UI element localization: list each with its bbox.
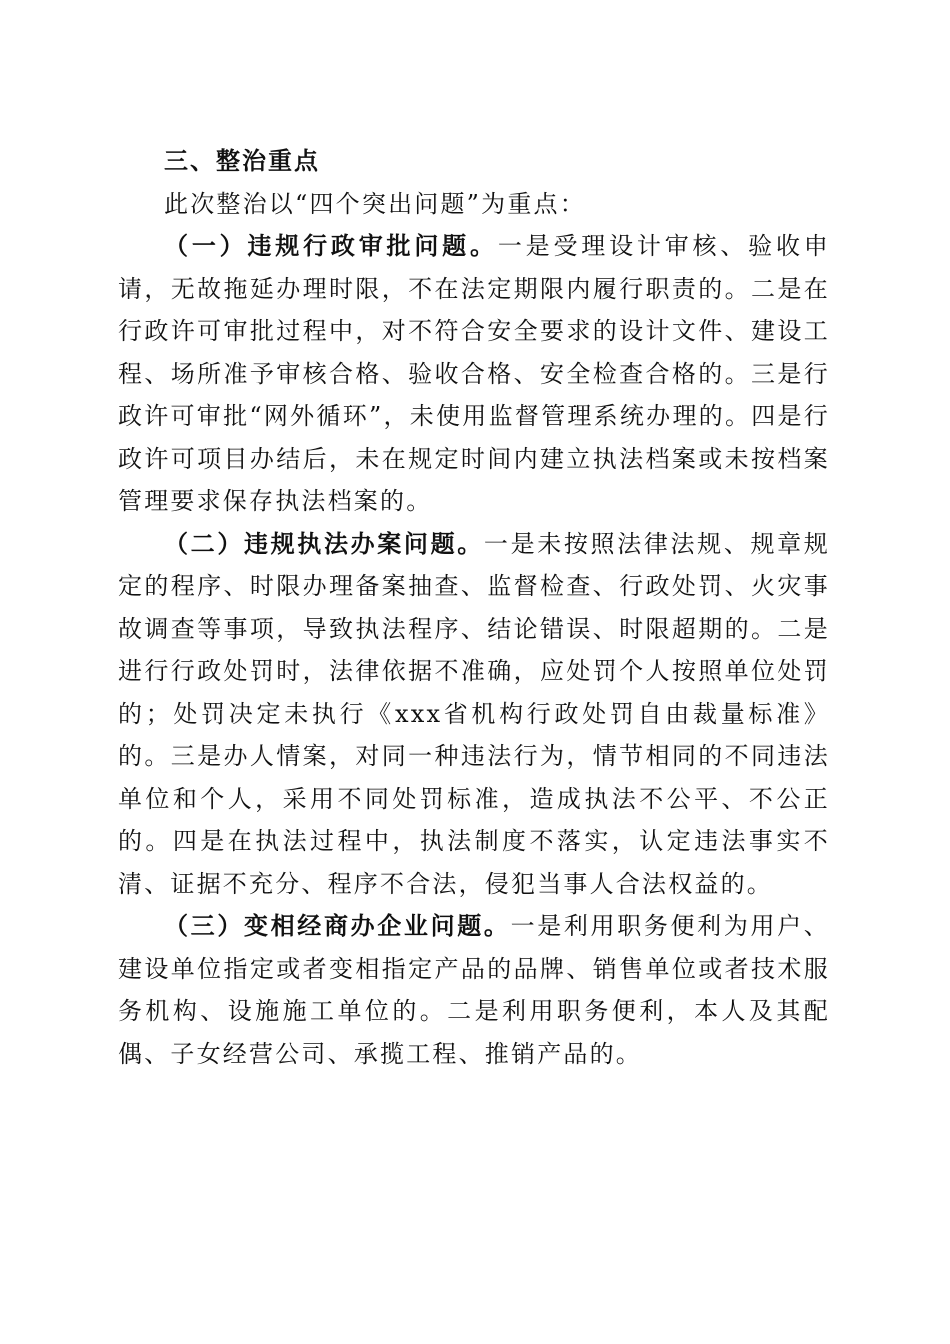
- paragraph-body: 一是利用职务便利为用户、建设单位指定或者变相指定产品的品牌、销售单位或者技术服务机构、设施施工单位的。二是利用职务便利，本人及其配偶、子女经营公司、承揽工程、推销产品的。: [118, 912, 830, 1068]
- section-heading: 三、整治重点: [164, 147, 320, 175]
- document-body: [118, 140, 830, 1075]
- paragraph-administrative-approval: [118, 225, 830, 523]
- paragraph-business-operation: [118, 905, 830, 1075]
- paragraph-body: 一是受理设计审核、验收申请，无故拖延办理时限，不在法定期限内履行职责的。二是在行政许可审批过程中，对不符合安全要求的设计文件、建设工程、场所准予审核合格、验收合格、安全检查合格的。三是行政许可审批“网外循环”，未使用监督管理系统办理的。四是行政许可项目办结后，未在规定时间内建立执法档案或未按档案管理要求保存执法档案的。: [118, 232, 830, 515]
- paragraph-law-enforcement: [118, 523, 830, 906]
- paragraph-lead: （二）违规执法办案问题。: [164, 529, 484, 558]
- paragraph-lead: （一）违规行政审批问题。: [164, 232, 498, 260]
- intro-paragraph: 此次整治以“四个突出问题”为重点：: [164, 189, 586, 218]
- paragraph-lead: （三）变相经商办企业问题。: [164, 912, 511, 940]
- paragraph-body: 一是未按照法律法规、规章规定的程序、时限办理备案抽查、监督检查、行政处罚、火灾事故调查等事项，导致执法程序、结论错误、时限超期的。二是进行行政处罚时，法律依据不准确，应处罚个人按照单位处罚的；处罚决定未执行《xxx省机构行政处罚自由裁量标准》的。三是办人情案，对同一种违法行为，情节相同的不同违法单位和个人，采用不同处罚标准，造成执法不公平、不公正的。四是在执法过程中，执法制度不落实，认定违法事实不清、证据不充分、程序不合法，侵犯当事人合法权益的。: [118, 529, 830, 898]
